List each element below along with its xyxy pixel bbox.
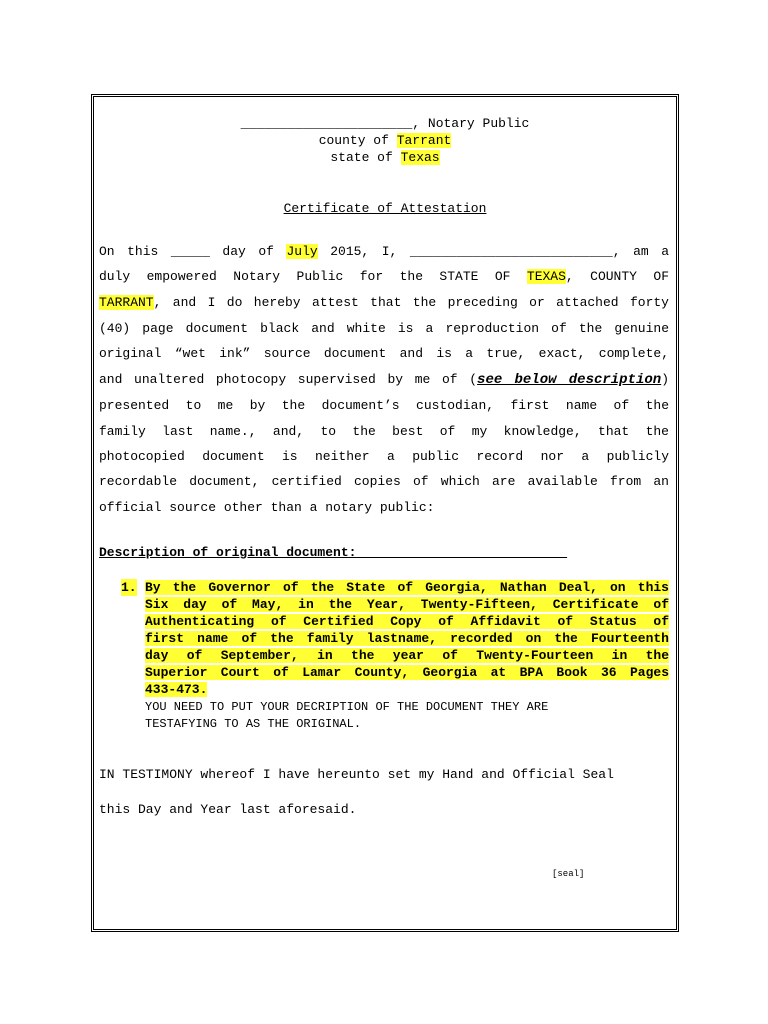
county-highlight: TARRANT: [99, 295, 154, 310]
state-prefix: state of: [330, 150, 401, 165]
instruction-note-line-2: TESTAFYING TO AS THE ORIGINAL.: [145, 717, 362, 731]
body-line-3: [99, 295, 669, 311]
body-line-5: original “wet ink” source document and is a true, exact, complete,: [99, 346, 669, 361]
list-item-number: 1.: [121, 580, 137, 595]
notary-public-line: ______________________, Notary Public: [240, 116, 530, 131]
item-line: 433-473.: [145, 682, 208, 697]
body-text: ): [661, 372, 669, 387]
body-line-1: [99, 244, 669, 260]
state-line: [91, 150, 679, 166]
body-line-8: family last name., and, to the best of my knowledge, that the: [99, 424, 669, 439]
item-line: Superior Court of Lamar County, Georgia at BPA Book 36 Pages: [145, 665, 669, 680]
testimony-line-1: IN TESTIMONY whereof I have hereunto set my Hand and Official Seal: [99, 767, 614, 782]
description-heading: [99, 545, 567, 561]
instruction-note-line-1: YOU NEED TO PUT YOUR DECRIPTION OF THE DOCUMENT THEY ARE: [145, 700, 549, 714]
item-line: Six day of May, in the Year, Twenty-Fifteen, Certificate of: [145, 597, 669, 612]
body-text: , am a: [612, 244, 669, 259]
item-line: By the Governor of the State of Georgia, Nathan Deal, on this: [145, 580, 669, 595]
state-highlight: TEXAS: [526, 269, 566, 284]
list-item: [145, 579, 669, 698]
county-name: Tarrant: [396, 133, 452, 148]
item-line: first name of the family lastname, recorded on the Fourteenth: [145, 631, 669, 646]
testimony-line-2: this Day and Year last aforesaid.: [99, 802, 357, 817]
body-text: duly empowered Notary Public for the STATE OF: [99, 269, 527, 284]
description-heading-text: Description of original document:: [99, 545, 357, 560]
name-blank: __________________________: [409, 244, 613, 259]
item-line: Authenticating of Certified Copy of Affidavit of Status of: [145, 614, 669, 629]
county-line: [91, 133, 679, 149]
body-text: 2015, I,: [317, 244, 410, 259]
state-name: Texas: [400, 150, 440, 165]
county-prefix: county of: [318, 133, 397, 148]
seal-placeholder: [seal]: [552, 869, 585, 879]
body-text: On this _____ day of: [99, 244, 287, 259]
body-text: and unaltered photocopy supervised by me of (: [99, 372, 478, 387]
document-title: Certificate of Attestation: [283, 201, 487, 216]
see-below-description: see below description: [477, 372, 662, 388]
body-line-10: recordable document, certified copies of which are available from an: [99, 474, 669, 489]
body-text: , COUNTY OF: [565, 269, 669, 284]
body-line-2: [99, 269, 669, 285]
body-line-11: official source other than a notary public:: [99, 500, 435, 515]
description-heading-underline: [356, 545, 567, 560]
item-line: day of September, in the year of Twenty-Fourteen in the: [145, 648, 669, 663]
body-line-4: (40) page document black and white is a reproduction of the genuine: [99, 321, 669, 336]
body-line-9: photocopied document is neither a public record nor a publicly: [99, 449, 669, 464]
body-text: , and I do hereby attest that the preceding or attached forty: [153, 295, 669, 310]
body-line-7: presented to me by the document’s custodian, first name of the: [99, 398, 669, 413]
body-line-6: [99, 372, 669, 388]
month-highlight: July: [286, 244, 318, 259]
